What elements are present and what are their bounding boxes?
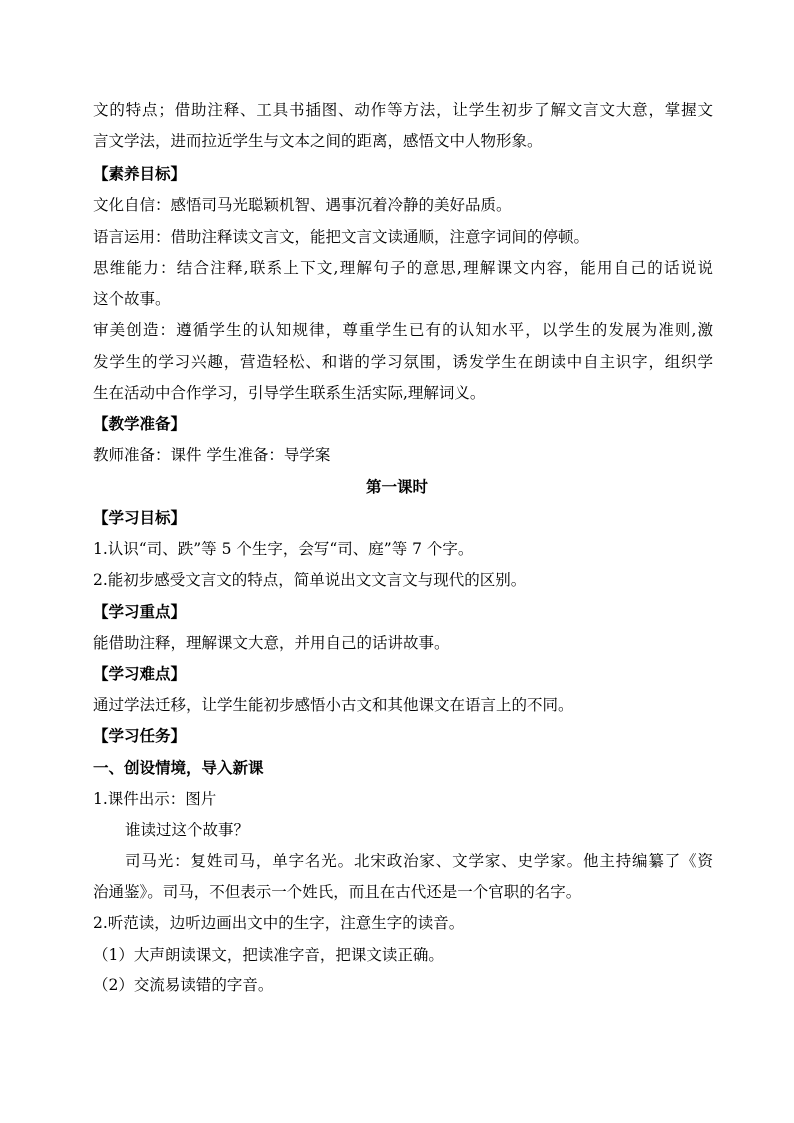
body-line: 司马光：复姓司马，单字名光。北宋政治家、文学家、史学家。他主持编纂了《资 xyxy=(125,852,713,870)
body-line: 言文学法，进而拉近学生与文本之间的距离，感悟文中人物形象。 xyxy=(93,132,543,150)
section-heading: 【学习重点】 xyxy=(93,602,187,621)
body-line: 思维能力：结合注释,联系上下文,理解句子的意思,理解课文内容，能用自己的话说说 xyxy=(93,259,713,277)
body-line: 教师准备：课件 学生准备：导学案 xyxy=(93,446,331,464)
body-line: 文化自信：感悟司马光聪颖机智、遇事沉着冷静的美好品质。 xyxy=(93,196,512,214)
body-line: 1.认识“司、跌”等 5 个生字，会写“司、庭”等 7 个字。 xyxy=(93,540,474,558)
section-heading: 【学习目标】 xyxy=(93,508,187,527)
section-heading: 【学习难点】 xyxy=(93,664,187,683)
body-line: （2）交流易读错的字音。 xyxy=(93,976,274,994)
body-line: 谁读过这个故事？ xyxy=(125,821,250,839)
section-heading: 【素养目标】 xyxy=(93,164,187,183)
body-line: 通过学法迁移，让学生能初步感悟小古文和其他课文在语言上的不同。 xyxy=(93,696,574,714)
section-heading: 【教学准备】 xyxy=(93,414,187,433)
body-line: 治通鉴》。司马，不但表示一个姓氏，而且在古代还是一个官职的名字。 xyxy=(93,883,582,901)
body-line: 能借助注释，理解课文大意，并用自己的话讲故事。 xyxy=(93,634,450,652)
body-line: （1）大声朗读课文，把读准字音，把课文读正确。 xyxy=(93,946,444,964)
body-line: 发学生的学习兴趣，营造轻松、和谐的学习氛围，诱发学生在朗读中自主识字，组织学 xyxy=(93,353,713,371)
body-line: 生在活动中合作学习，引导学生联系生活实际,理解词义。 xyxy=(93,384,486,402)
body-line: 2.能初步感受文言文的特点，简单说出文文言文与现代的区别。 xyxy=(93,571,527,589)
section-heading: 一、创设情境，导入新课 xyxy=(93,758,264,777)
body-line: 2.听范读，边听边画出文中的生字，注意生字的读音。 xyxy=(93,914,465,932)
lesson-title: 第一课时 xyxy=(365,477,428,496)
section-heading: 【学习任务】 xyxy=(93,726,187,745)
body-line: 1.课件出示：图片 xyxy=(93,790,217,808)
body-line: 文的特点；借助注释、工具书插图、动作等方法，让学生初步了解文言文大意，掌握文 xyxy=(93,101,713,119)
body-line: 这个故事。 xyxy=(93,290,171,308)
body-line: 语言运用：借助注释读文言文，能把文言文读通顺，注意字词间的停顿。 xyxy=(93,228,590,246)
body-line: 审美创造：遵循学生的认知规律，尊重学生已有的认知水平，以学生的发展为准则,激 xyxy=(93,321,713,339)
